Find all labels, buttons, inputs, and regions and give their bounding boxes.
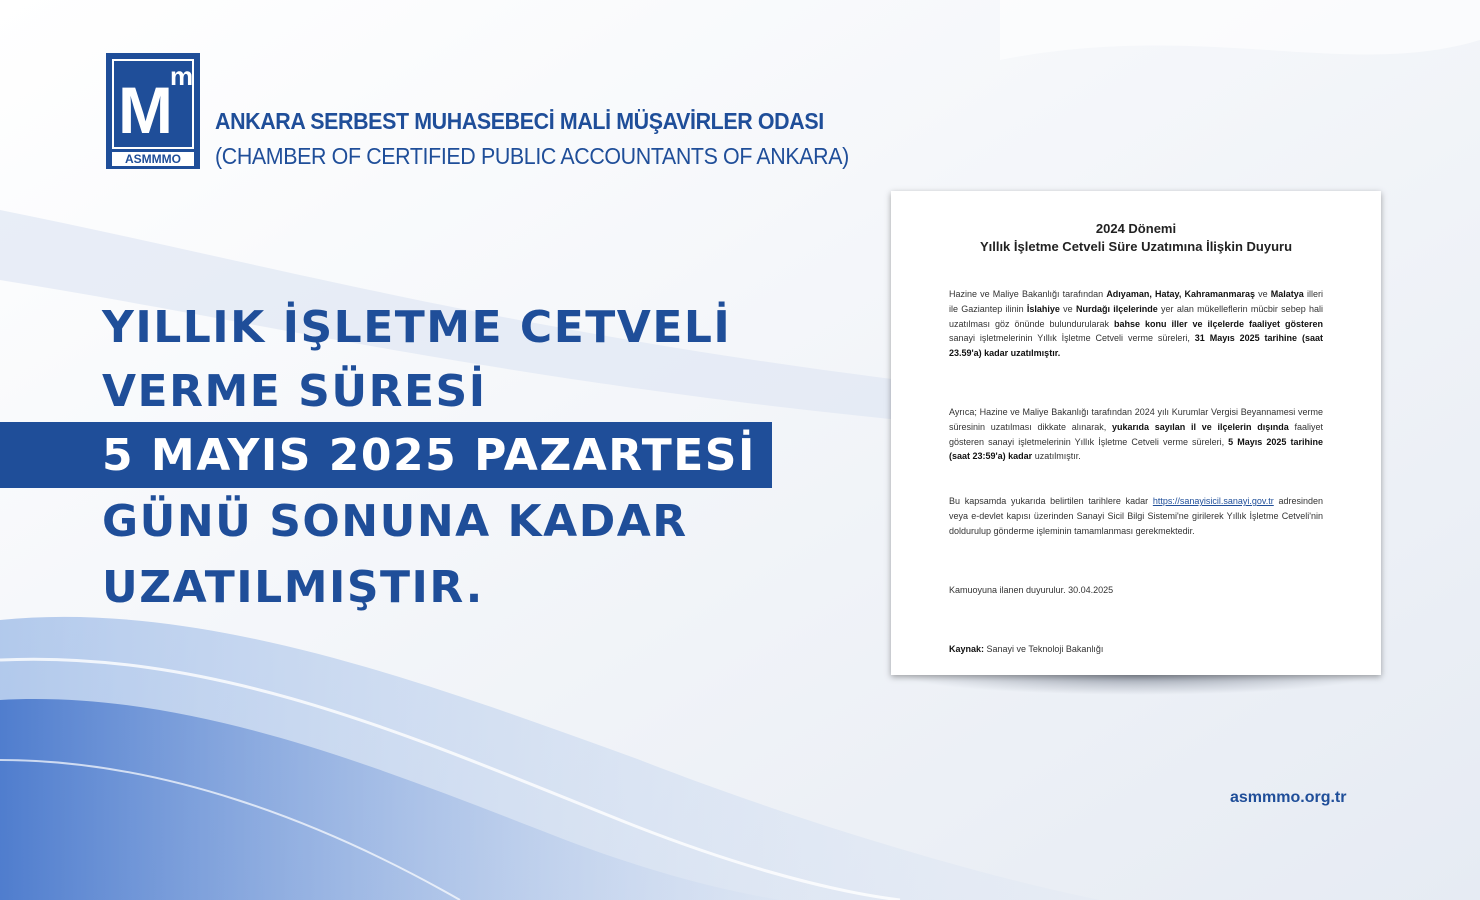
p1-text-i: yer alan mükelleflerin mücbir sebep hali uzatılması göz önünde bulundurularak: [949, 303, 1323, 329]
p1-bold-j: bahse konu iller ve ilçelerde faaliyet gösteren: [1114, 318, 1323, 329]
p1-bold-l: 31 Mayıs 2025 tarihine (saat 23.59'a) kadar uzatılmıştır.: [949, 333, 1323, 359]
p1-text-g: ve: [1059, 303, 1076, 314]
org-name: ANKARA SERBEST MUHASEBECİ MALİ MÜŞAVİRLER ODASI: [215, 108, 824, 134]
source-label: Kaynak:: [949, 644, 985, 654]
document-paragraph-3: [949, 494, 1323, 538]
p1-bold-h: Nurdağı ilçelerinde: [1075, 303, 1158, 314]
announcement-document: [891, 191, 1381, 675]
sanayi-sicil-link[interactable]: https://sanayisicil.sanayi.gov.tr: [1152, 496, 1274, 506]
document-paragraph-1: [949, 287, 1323, 361]
logo-frame: [112, 59, 194, 149]
p2-text-c: faaliyet gösteren sanayi işletmelerinin Yıllık İşletme Cetveli verme süreleri,: [949, 421, 1323, 447]
p1-text-a: Hazine ve Maliye Bakanlığı tarafından: [949, 289, 1107, 299]
headline-line-3: 5 MAYIS 2025 PAZARTESİ: [102, 430, 756, 481]
p1-text-c: ve: [1255, 289, 1271, 299]
website-url[interactable]: asmmmo.org.tr: [1230, 789, 1347, 806]
p2-text-a: Ayrıca; Hazine ve Maliye Bakanlığı tarafından 2024 yılı Kurumlar Vergisi Beyannamesi verme süresinin uzatılması dikkate alınarak,: [949, 407, 1323, 432]
headline-line-2: VERME SÜRESİ: [102, 366, 487, 417]
document-source: [949, 642, 1323, 657]
p1-bold-b: Adıyaman, Hatay, Kahramanmaraş: [1106, 289, 1255, 299]
document-paragraph-4: Kamuoyuna ilanen duyurulur. 30.04.2025: [949, 585, 1114, 595]
p2-bold-b: yukarıda sayılan il ve ilçelerin dışında: [1112, 421, 1289, 432]
logo-label: ASMMMO: [112, 152, 194, 166]
org-name-english: (CHAMBER OF CERTIFIED PUBLIC ACCOUNTANTS OF ANKARA): [215, 143, 849, 169]
document-title: Yıllık İşletme Cetveli Süre Uzatımına İlişkin Duyuru: [979, 239, 1293, 254]
headline-line-5: UZATILMIŞTIR.: [102, 562, 484, 613]
p2-bold-d: 5 Mayıs 2025 tarihine (saat 23:59'a) kadar: [949, 436, 1323, 462]
p1-bold-f: İslahiye: [1026, 303, 1060, 314]
document-title-period: 2024 Dönemi: [1095, 221, 1177, 236]
p1-bold-d: Malatya: [1270, 289, 1304, 299]
source-value: Sanayi ve Teknoloji Bakanlığı: [984, 644, 1104, 654]
p3-text-a: Bu kapsamda yukarıda belirtilen tarihlere kadar: [949, 496, 1153, 506]
p3-text-b: adresinden veya e-devlet kapısı üzerinden Sanayi Sicil Bilgi Sistemi'ne girilerek Yıllık İşletme Cetveli'nin doldurulup gönderme işleminin tamamlanması gerekmektedir.: [949, 496, 1323, 536]
p2-text-e: uzatılmıştır.: [1032, 451, 1081, 462]
asmmmo-logo: [106, 53, 200, 169]
logo-letter-small: m: [170, 61, 194, 91]
headline-line-4: GÜNÜ SONUNA KADAR: [102, 496, 688, 547]
p1-text-e: illeri ile Gaziantep ilinin: [949, 289, 1323, 314]
logo-letter-big: M: [118, 73, 171, 147]
document-paragraph-2: [949, 405, 1323, 464]
headline-line-1: YILLIK İŞLETME CETVELİ: [102, 302, 732, 353]
p1-text-k: sanayi işletmelerinin Yıllık İşletme Cetveli verme süreleri,: [949, 333, 1195, 344]
